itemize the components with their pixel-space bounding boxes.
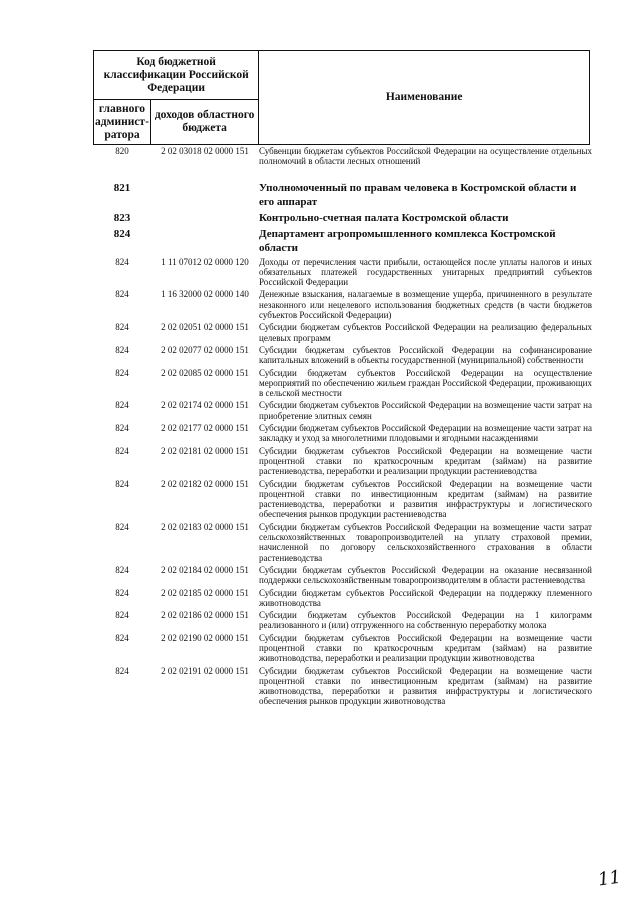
table-row bbox=[93, 345, 593, 366]
name-cell: Субсидии бюджетам субъектов Российской Федерации на софинансирование капитальных вложений в объекты государственной (муниципальной) собственности bbox=[259, 344, 592, 366]
table-row bbox=[93, 368, 593, 399]
name-cell: Контрольно-счетная палата Костромской области bbox=[259, 211, 509, 224]
name-cell: Уполномоченный по правам человека в Костромской области и его аппарат bbox=[259, 181, 577, 208]
name-cell: Денежные взыскания, налагаемые в возмещение ущерба, причиненного в результате незаконного или нецелевого использования бюджетных средств (в части бюджетов субъектов Российской Федерации) bbox=[259, 289, 592, 321]
admin-code-cell: 823 bbox=[113, 211, 131, 224]
admin-code-cell: 824 bbox=[115, 423, 129, 434]
table-row bbox=[93, 633, 593, 664]
income-code-cell: 2 02 02191 02 0000 151 bbox=[161, 665, 249, 676]
admin-code-cell: 824 bbox=[115, 665, 129, 676]
name-cell: Департамент агропромышленного комплекса Костромской области bbox=[259, 227, 556, 254]
table-row bbox=[93, 610, 593, 631]
table-row bbox=[93, 146, 593, 167]
table-row bbox=[93, 423, 593, 444]
table-row bbox=[93, 446, 593, 477]
name-cell: Субсидии бюджетам субъектов Российской Федерации на возмещение части затрат на приобретение элитных семян bbox=[259, 400, 592, 421]
table-row bbox=[93, 227, 593, 255]
name-cell: Субсидии бюджетам субъектов Российской Федерации на возмещение части процентной ставки по инвестиционным кредитам (займам) на развитие животноводства, переработки и развития инфраструктуры и логистического обеспечения рынков продукции животноводства bbox=[259, 665, 592, 707]
table-row bbox=[93, 289, 593, 320]
income-code-cell: 2 02 02174 02 0000 151 bbox=[161, 400, 249, 411]
table-row bbox=[93, 211, 593, 225]
name-cell: Субсидии бюджетам субъектов Российской Федерации на поддержку племенного животноводства bbox=[259, 587, 592, 608]
table-row bbox=[93, 400, 593, 421]
admin-code-cell: 824 bbox=[115, 632, 129, 643]
income-code-cell: 2 02 02077 02 0000 151 bbox=[161, 344, 249, 355]
income-code-cell: 2 02 02185 02 0000 151 bbox=[161, 587, 249, 598]
table-row bbox=[93, 479, 593, 520]
admin-code-cell: 824 bbox=[115, 400, 129, 411]
name-cell: Субсидии бюджетам субъектов Российской Федерации на возмещение части процентной ставки по инвестиционным кредитам (займам) на развитие растениеводства, переработки и развития инфраструктуры и логистического обеспечения рынков продукции растениеводства bbox=[259, 478, 592, 520]
income-code-cell: 2 02 02190 02 0000 151 bbox=[161, 632, 249, 643]
admin-code-cell: 824 bbox=[115, 445, 129, 456]
header-admin-column: главного админист-ратора bbox=[94, 100, 151, 145]
table-row bbox=[93, 588, 593, 609]
income-code-cell: 1 16 32000 02 0000 140 bbox=[161, 289, 249, 300]
table-row bbox=[93, 666, 593, 707]
table-header bbox=[93, 50, 590, 145]
table-row bbox=[93, 322, 593, 343]
name-cell: Субсидии бюджетам субъектов Российской Федерации на 1 килограмм реализованного и (или) отгруженного на собственную переработку молока bbox=[259, 610, 592, 631]
table-row bbox=[93, 181, 593, 209]
income-code-cell: 1 11 07012 02 0000 120 bbox=[161, 256, 249, 267]
admin-code-cell: 824 bbox=[113, 227, 131, 240]
admin-code-cell: 824 bbox=[115, 587, 129, 598]
admin-code-cell: 824 bbox=[115, 367, 129, 378]
admin-code-cell: 820 bbox=[115, 146, 129, 156]
table-row bbox=[93, 522, 593, 563]
admin-code-cell: 824 bbox=[115, 564, 129, 575]
header-name-column: Наименование bbox=[259, 51, 590, 145]
admin-code-cell: 824 bbox=[115, 521, 129, 532]
name-cell: Субсидии бюджетам субъектов Российской Федерации на возмещение части затрат на закладку и уход за многолетними плодовыми и ягодными насаждениями bbox=[259, 423, 592, 444]
name-cell: Субсидии бюджетам субъектов Российской Федерации на возмещение части процентной ставки по краткосрочным кредитам (займам) на развитие животноводства, переработки и реализации продукции животноводства bbox=[259, 632, 592, 664]
admin-code-cell: 824 bbox=[115, 256, 129, 267]
table-row bbox=[93, 565, 593, 586]
admin-code-cell: 821 bbox=[113, 181, 131, 194]
income-code-cell: 2 02 02183 02 0000 151 bbox=[161, 521, 249, 532]
admin-code-cell: 824 bbox=[115, 322, 129, 333]
header-income-column: доходов областного бюджета bbox=[150, 100, 258, 145]
income-code-cell: 2 02 02182 02 0000 151 bbox=[161, 478, 249, 489]
income-code-cell: 2 02 02051 02 0000 151 bbox=[161, 322, 249, 333]
income-code-cell: 2 02 03018 02 0000 151 bbox=[161, 146, 249, 156]
income-code-cell: 2 02 02177 02 0000 151 bbox=[161, 423, 249, 434]
name-cell: Субвенции бюджетам субъектов Российской Федерации на осуществление отдельных полномочий в области лесных отношений bbox=[259, 146, 592, 167]
income-code-cell: 2 02 02181 02 0000 151 bbox=[161, 445, 249, 456]
table-body bbox=[93, 146, 593, 709]
page-number: 11 bbox=[596, 866, 623, 891]
table-row bbox=[93, 257, 593, 288]
name-cell: Субсидии бюджетам субъектов Российской Федерации на осуществление мероприятий по обеспечению жильем граждан Российской Федерации, проживающих в сельской местности bbox=[259, 367, 592, 399]
name-cell: Субсидии бюджетам субъектов Российской Федерации на возмещение части затрат сельскохозяйственных товаропроизводителей на уплату страховой премии, начисленной по договору сельскохозяйственного страхования в области растениеводства bbox=[259, 521, 592, 563]
income-code-cell: 2 02 02085 02 0000 151 bbox=[161, 367, 249, 378]
name-cell: Субсидии бюджетам субъектов Российской Федерации на реализацию федеральных целевых программ bbox=[259, 322, 592, 343]
name-cell: Субсидии бюджетам субъектов Российской Федерации на возмещение части процентной ставки по краткосрочным кредитам (займам) на развитие растениеводства, переработки и реализации продукции растениеводства bbox=[259, 445, 592, 477]
income-code-cell: 2 02 02184 02 0000 151 bbox=[161, 564, 249, 575]
admin-code-cell: 824 bbox=[115, 344, 129, 355]
name-cell: Субсидии бюджетам субъектов Российской Федерации на оказание несвязанной поддержки сельскохозяйственным товаропроизводителям в области растениеводства bbox=[259, 564, 592, 586]
income-code-cell: 2 02 02186 02 0000 151 bbox=[161, 610, 249, 621]
name-cell: Доходы от перечисления части прибыли, остающейся после уплаты налогов и иных обязательных платежей государственных унитарных предприятий субъектов Российской Федерации bbox=[259, 256, 592, 288]
header-code-group: Код бюджетной классификации Российской Федерации bbox=[94, 51, 259, 100]
admin-code-cell: 824 bbox=[115, 289, 129, 300]
admin-code-cell: 824 bbox=[115, 610, 129, 621]
admin-code-cell: 824 bbox=[115, 478, 129, 489]
